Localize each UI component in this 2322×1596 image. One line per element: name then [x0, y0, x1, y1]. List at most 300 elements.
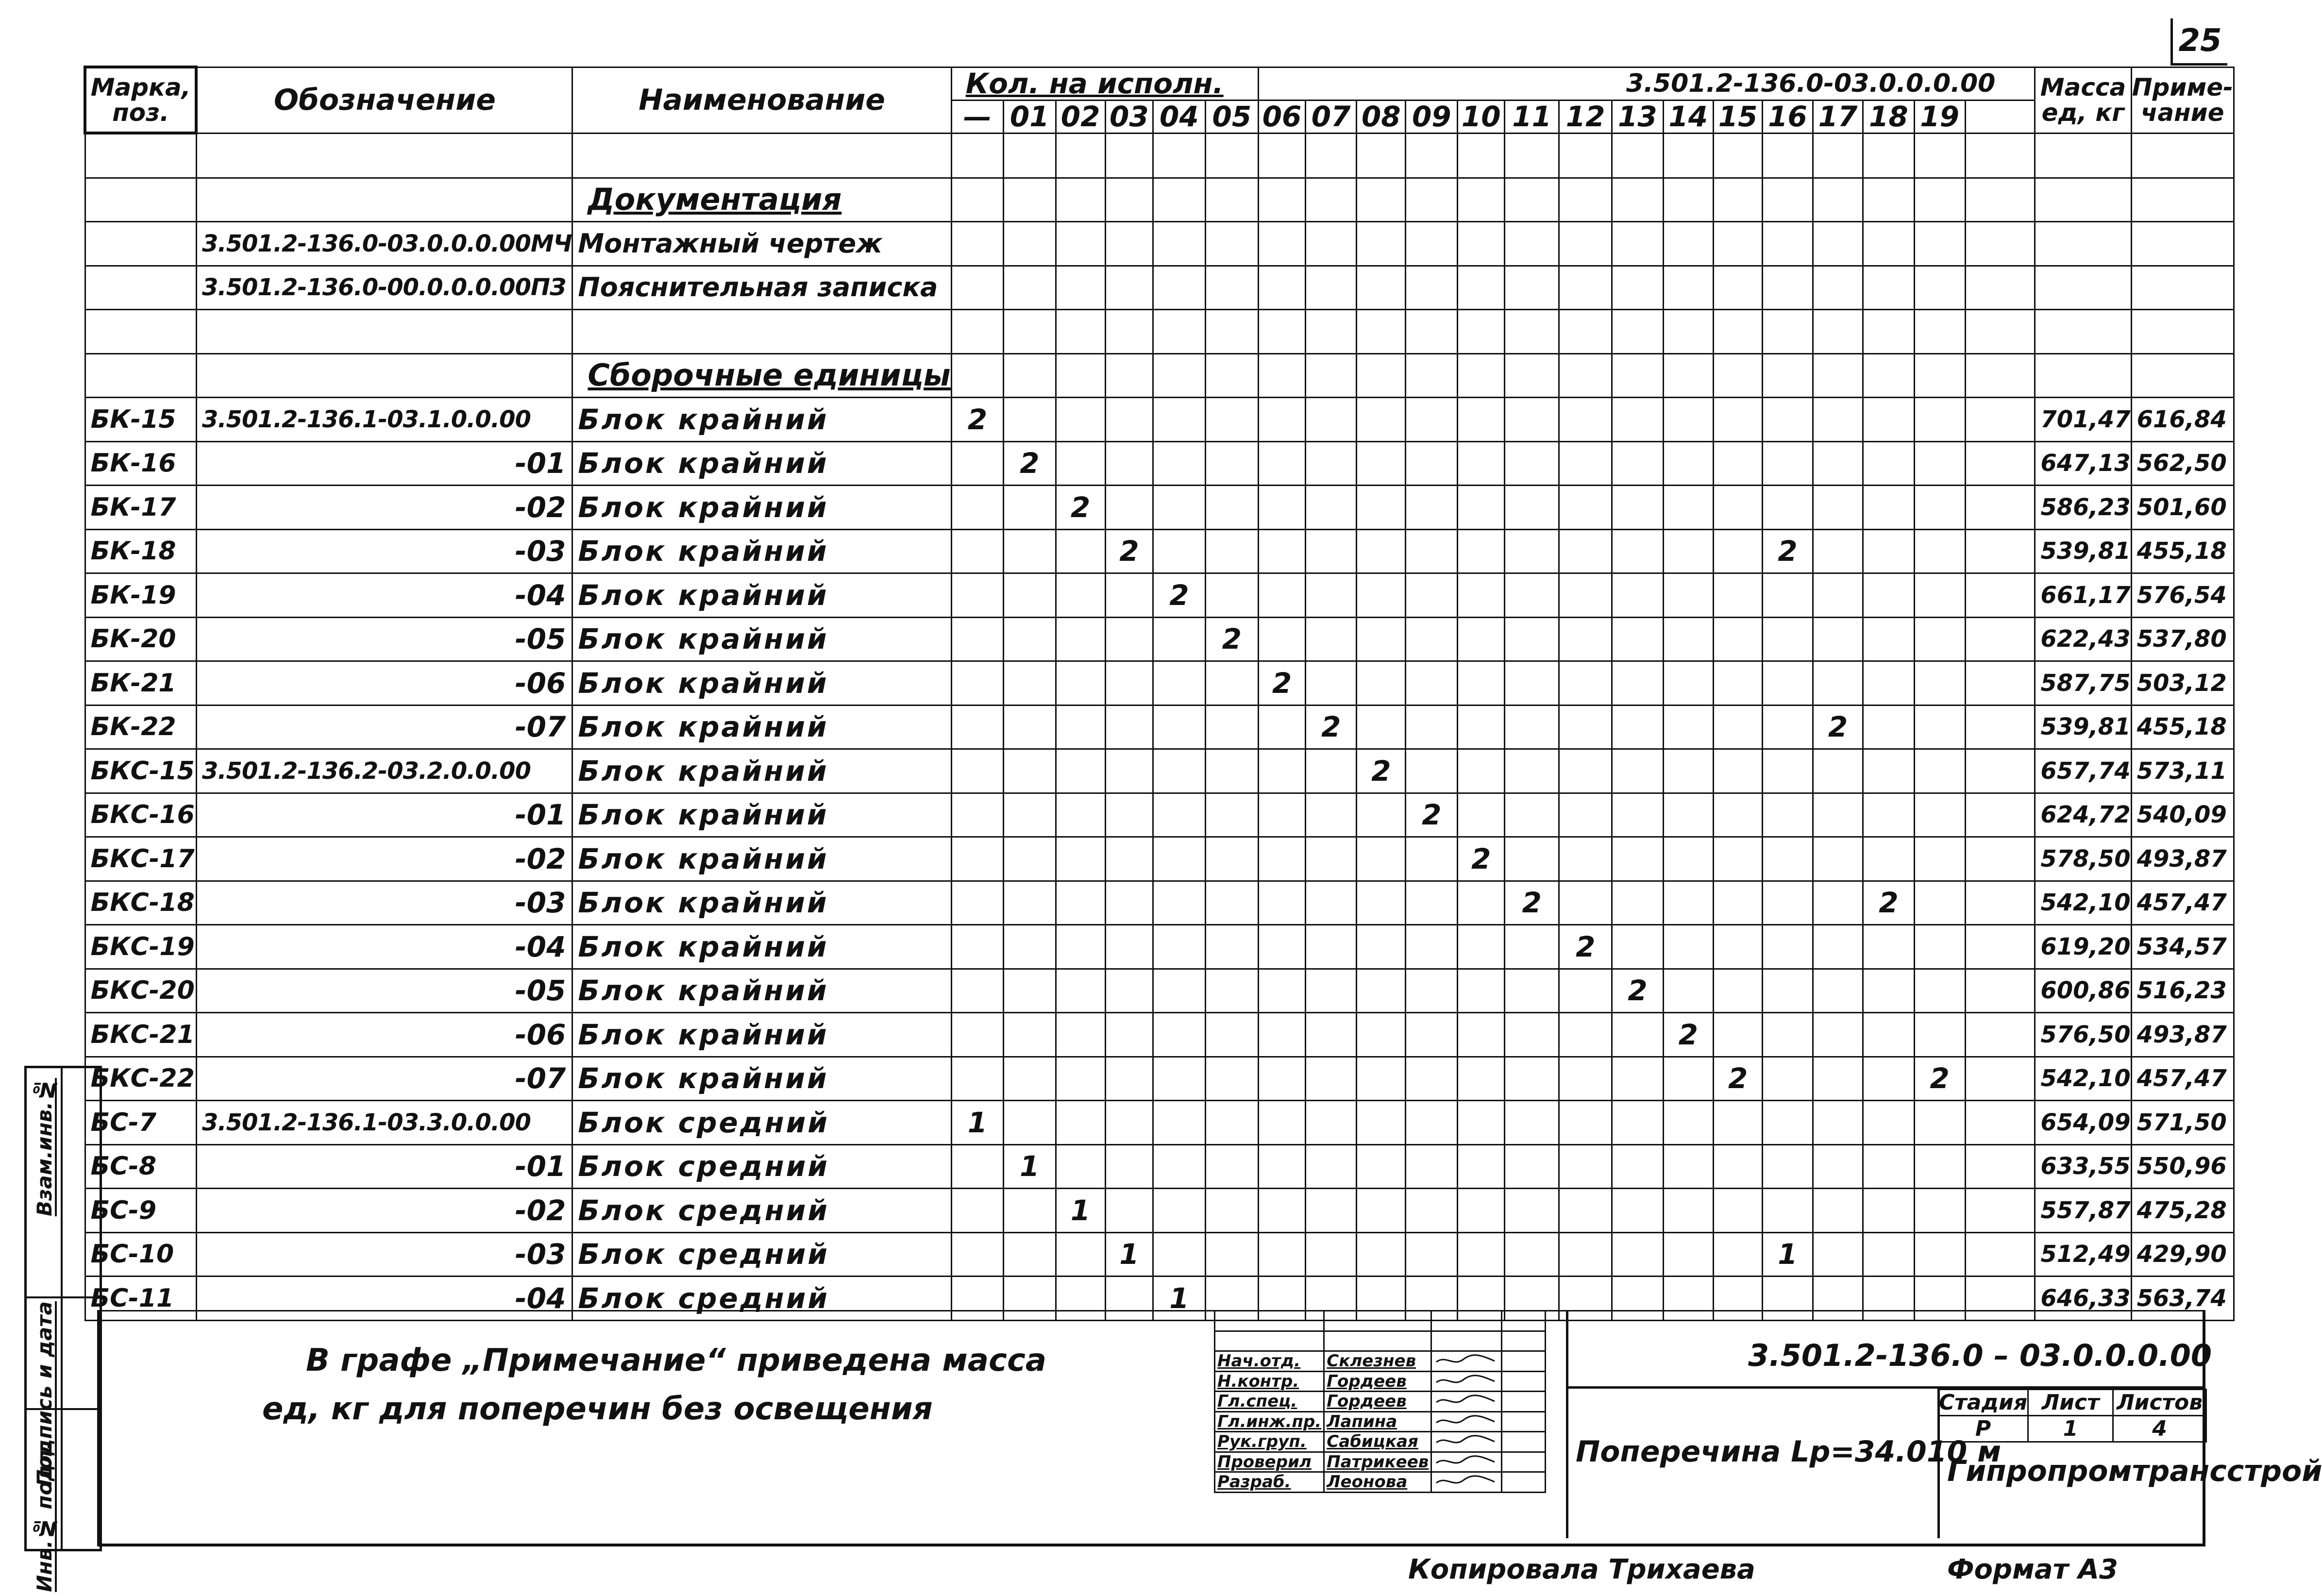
qty-cell	[1714, 266, 1763, 310]
qty-cell	[1153, 837, 1206, 881]
qty-cell	[1458, 133, 1505, 178]
mark-cell	[85, 310, 196, 354]
margin-label-replace: Взам.инв.№	[33, 1078, 56, 1217]
qty-cell	[1914, 266, 1965, 310]
sheet-header: Лист	[2028, 1390, 2113, 1416]
qty-cell	[1813, 133, 1863, 178]
qty-cell	[1306, 925, 1357, 969]
qty-cell	[1714, 441, 1763, 486]
qty-cell	[1105, 617, 1153, 661]
qty-cell	[1965, 1232, 2035, 1277]
qty-cell	[1612, 925, 1663, 969]
name-cell: Блок крайний	[572, 705, 951, 749]
qty-cell	[1406, 1189, 1458, 1233]
qty-cell	[1965, 969, 2035, 1013]
qty-cell	[1965, 881, 2035, 925]
qty-cell	[1105, 1101, 1153, 1145]
stage-value: Р	[1938, 1416, 2028, 1442]
name-cell: Блок крайний	[572, 837, 951, 881]
qty-cell	[1714, 837, 1763, 881]
qty-cell	[1259, 793, 1306, 837]
variant-header-20	[1965, 100, 2035, 133]
qty-cell	[1004, 1232, 1056, 1277]
note-cell: 457,47	[2131, 1057, 2234, 1101]
table-row	[85, 178, 2234, 222]
qty-cell: 2	[1914, 1057, 1965, 1101]
qty-cell	[1914, 969, 1965, 1013]
qty-cell	[1863, 1232, 1914, 1277]
qty-cell	[1153, 398, 1206, 442]
qty-cell	[1406, 310, 1458, 354]
qty-cell	[1559, 178, 1612, 222]
qty-cell	[1306, 837, 1357, 881]
qty-cell	[1813, 529, 1863, 573]
mass-cell: 701,47	[2035, 398, 2131, 442]
mass-cell: 646,33	[2035, 1277, 2131, 1321]
mark-cell: БКС-22	[85, 1057, 196, 1101]
signature-scribble-icon	[1434, 1393, 1497, 1407]
mark-cell	[85, 222, 196, 266]
left-margin-strip	[24, 1066, 102, 1592]
qty-cell	[1612, 353, 1663, 398]
qty-cell	[1714, 1189, 1763, 1233]
mark-cell	[85, 178, 196, 222]
designation-cell: -04	[196, 925, 572, 969]
qty-cell	[1863, 133, 1914, 178]
qty-cell	[1153, 705, 1206, 749]
variant-header-8: 08	[1357, 100, 1406, 133]
copied-by: Копировала Трихаева	[1408, 1554, 1755, 1585]
variant-header-2: 02	[1056, 100, 1105, 133]
qty-cell	[951, 749, 1003, 793]
qty-cell	[1105, 1013, 1153, 1057]
qty-cell	[1863, 222, 1914, 266]
qty-cell	[1863, 398, 1914, 442]
qty-cell	[1357, 1189, 1406, 1233]
name-cell: Блок крайний	[572, 749, 951, 793]
qty-cell	[1205, 178, 1258, 222]
qty-cell	[1357, 881, 1406, 925]
table-row	[85, 1057, 2234, 1101]
variant-header-14: 14	[1663, 100, 1714, 133]
section-assembly-units: Сборочные единицы	[572, 353, 951, 398]
variant-header-6: 06	[1259, 100, 1306, 133]
mass-cell: 557,87	[2035, 1189, 2131, 1233]
qty-cell	[1763, 617, 1813, 661]
mass-cell: 578,50	[2035, 837, 2131, 881]
qty-cell	[1259, 749, 1306, 793]
qty-cell	[1205, 1144, 1258, 1189]
qty-cell: 1	[1056, 1189, 1105, 1233]
variant-header-3: 03	[1105, 100, 1153, 133]
note-cell: 540,09	[2131, 793, 2234, 837]
qty-cell	[1663, 573, 1714, 618]
qty-cell	[1205, 837, 1258, 881]
qty-cell	[1259, 133, 1306, 178]
designation-cell: -03	[196, 881, 572, 925]
qty-cell	[1105, 1189, 1153, 1233]
qty-cell	[1205, 1232, 1258, 1277]
name-cell: Блок крайний	[572, 398, 951, 442]
mass-cell	[2035, 266, 2131, 310]
signature-scribble-icon	[1434, 1433, 1497, 1447]
qty-cell	[1306, 969, 1357, 1013]
qty-cell	[1004, 661, 1056, 706]
qty-cell	[1505, 266, 1559, 310]
variant-header-4: 04	[1153, 100, 1206, 133]
table-row	[85, 222, 2234, 266]
qty-cell	[1863, 705, 1914, 749]
qty-cell	[1153, 441, 1206, 486]
note-cell: 501,60	[2131, 486, 2234, 530]
qty-cell	[1965, 178, 2035, 222]
qty-cell	[1105, 398, 1153, 442]
qty-cell	[1406, 661, 1458, 706]
qty-cell	[1505, 486, 1559, 530]
qty-cell	[1406, 705, 1458, 749]
qty-cell	[1306, 353, 1357, 398]
qty-cell	[1965, 837, 2035, 881]
designation-cell: -01	[196, 793, 572, 837]
qty-cell	[1004, 266, 1056, 310]
variant-header-13: 13	[1612, 100, 1663, 133]
qty-cell	[1505, 705, 1559, 749]
qty-cell	[1965, 310, 2035, 354]
qty-cell	[1357, 661, 1406, 706]
qty-cell	[1004, 749, 1056, 793]
qty-cell	[1505, 310, 1559, 354]
qty-cell	[1863, 1057, 1914, 1101]
qty-cell	[1663, 661, 1714, 706]
qty-cell	[1965, 1057, 2035, 1101]
qty-cell	[1259, 222, 1306, 266]
variant-header-9: 09	[1406, 100, 1458, 133]
mark-cell: БКС-21	[85, 1013, 196, 1057]
stamp-name: Гордеев	[1324, 1392, 1431, 1412]
mark-cell: БК-16	[85, 441, 196, 486]
note-cell	[2131, 178, 2234, 222]
qty-cell	[1965, 398, 2035, 442]
qty-cell	[1663, 398, 1714, 442]
designation-cell: -01	[196, 1144, 572, 1189]
qty-cell: 2	[1406, 793, 1458, 837]
qty-cell	[1357, 1013, 1406, 1057]
mark-cell: БС-8	[85, 1144, 196, 1189]
table-row	[85, 969, 2234, 1013]
variant-header-10: 10	[1458, 100, 1505, 133]
qty-cell	[1205, 266, 1258, 310]
date-cell	[1502, 1432, 1546, 1452]
mark-cell: БС-9	[85, 1189, 196, 1233]
qty-cell	[1105, 573, 1153, 618]
qty-cell	[1965, 1101, 2035, 1145]
header-mark: Марка, поз.	[85, 67, 196, 133]
qty-cell	[1004, 837, 1056, 881]
mark-cell: БКС-15	[85, 749, 196, 793]
designation-cell: -02	[196, 486, 572, 530]
qty-cell	[1357, 705, 1406, 749]
qty-cell: 2	[1357, 749, 1406, 793]
qty-cell	[1406, 837, 1458, 881]
qty-cell	[1559, 661, 1612, 706]
signature-cell	[1431, 1371, 1502, 1392]
qty-cell	[1406, 617, 1458, 661]
qty-cell	[1505, 573, 1559, 618]
qty-cell	[1153, 1101, 1206, 1145]
mass-cell: 633,55	[2035, 1144, 2131, 1189]
qty-cell	[1105, 486, 1153, 530]
qty-cell	[1763, 749, 1813, 793]
qty-cell	[1863, 441, 1914, 486]
qty-cell	[1306, 1232, 1357, 1277]
qty-cell	[1863, 969, 1914, 1013]
qty-cell	[1863, 1144, 1914, 1189]
qty-cell	[1205, 1057, 1258, 1101]
qty-cell	[1259, 529, 1306, 573]
table-row	[85, 353, 2234, 398]
mass-cell: 586,23	[2035, 486, 2131, 530]
qty-cell	[1004, 398, 1056, 442]
name-cell	[572, 133, 951, 178]
qty-cell	[1004, 529, 1056, 573]
designation-cell	[196, 178, 572, 222]
header-qty-group: Кол. на исполн.	[951, 67, 1258, 100]
qty-cell	[1259, 178, 1306, 222]
qty-cell	[1259, 310, 1306, 354]
mark-cell: БК-15	[85, 398, 196, 442]
qty-cell	[1205, 661, 1258, 706]
margin-label-inv: Инв.№ подл.	[33, 1442, 56, 1592]
designation-cell: -01	[196, 441, 572, 486]
qty-cell	[1714, 617, 1763, 661]
qty-cell	[1714, 1232, 1763, 1277]
table-row	[85, 133, 2234, 178]
qty-cell	[1056, 793, 1105, 837]
note-cell: 493,87	[2131, 1013, 2234, 1057]
qty-cell	[1505, 441, 1559, 486]
qty-cell	[1357, 310, 1406, 354]
signature-scribble-icon	[1434, 1373, 1497, 1387]
qty-cell	[1306, 881, 1357, 925]
qty-cell: 2	[1612, 969, 1663, 1013]
qty-cell	[1505, 133, 1559, 178]
qty-cell	[1458, 178, 1505, 222]
qty-cell	[1205, 749, 1258, 793]
qty-cell	[1663, 925, 1714, 969]
document-title: Поперечина Lр=34.010 м	[1576, 1435, 2002, 1469]
qty-cell	[1914, 353, 1965, 398]
qty-cell	[1259, 1232, 1306, 1277]
qty-cell: 2	[1105, 529, 1153, 573]
qty-cell	[1259, 1013, 1306, 1057]
qty-cell	[1965, 441, 2035, 486]
qty-cell	[1663, 222, 1714, 266]
qty-cell	[1505, 1101, 1559, 1145]
mass-cell: 657,74	[2035, 749, 2131, 793]
qty-cell	[1663, 529, 1714, 573]
qty-cell	[951, 266, 1003, 310]
qty-cell	[1612, 1189, 1663, 1233]
qty-cell	[1004, 881, 1056, 925]
signature-scribble-icon	[1434, 1473, 1497, 1488]
name-cell	[572, 310, 951, 354]
qty-cell	[1357, 969, 1406, 1013]
qty-cell	[1205, 310, 1258, 354]
mass-cell: 587,75	[2035, 661, 2131, 706]
mark-cell: БС-11	[85, 1277, 196, 1321]
header-mass: Масса ед, кг	[2035, 67, 2131, 133]
page-number: 25	[2171, 18, 2227, 66]
qty-cell	[1714, 749, 1763, 793]
date-cell	[1502, 1392, 1546, 1412]
qty-cell	[1505, 1013, 1559, 1057]
qty-cell	[1914, 1144, 1965, 1189]
qty-cell	[1863, 925, 1914, 969]
header-doc-code: 3.501.2-136.0-03.0.0.0.00	[1259, 67, 2035, 100]
qty-cell	[1505, 837, 1559, 881]
qty-cell: 2	[1714, 1057, 1763, 1101]
qty-cell	[1914, 1013, 1965, 1057]
designation-cell: -04	[196, 573, 572, 618]
variant-header-1: 01	[1004, 100, 1056, 133]
document-code: 3.501.2-136.0 – 03.0.0.0.00	[1748, 1338, 2212, 1373]
qty-cell	[1813, 266, 1863, 310]
qty-cell	[1406, 1101, 1458, 1145]
note-cell: 550,96	[2131, 1144, 2234, 1189]
qty-cell	[1612, 178, 1663, 222]
qty-cell	[1153, 617, 1206, 661]
qty-cell	[1914, 1101, 1965, 1145]
qty-cell	[1965, 793, 2035, 837]
designation-cell: 3.501.2-136.1-03.1.0.0.00	[196, 398, 572, 442]
mark-cell: БС-10	[85, 1232, 196, 1277]
stamp-role: Гл.инж.пр.	[1215, 1411, 1324, 1432]
qty-cell	[1153, 133, 1206, 178]
signature-cell	[1431, 1392, 1502, 1412]
qty-cell	[1914, 925, 1965, 969]
header-note: Приме- чание	[2131, 67, 2234, 133]
qty-cell	[1813, 749, 1863, 793]
qty-cell	[1306, 486, 1357, 530]
qty-cell	[1205, 705, 1258, 749]
qty-cell	[1914, 793, 1965, 837]
designation-cell: 3.501.2-136.2-03.2.0.0.00	[196, 749, 572, 793]
qty-cell	[951, 661, 1003, 706]
qty-cell	[1663, 1144, 1714, 1189]
qty-cell	[1714, 310, 1763, 354]
qty-cell	[1105, 925, 1153, 969]
qty-cell	[1714, 925, 1763, 969]
qty-cell	[1056, 617, 1105, 661]
qty-cell	[1914, 529, 1965, 573]
qty-cell: 2	[1205, 617, 1258, 661]
qty-cell	[1714, 881, 1763, 925]
qty-cell	[1205, 573, 1258, 618]
qty-cell	[1663, 266, 1714, 310]
name-cell: Монтажный чертеж	[572, 222, 951, 266]
qty-cell	[1406, 222, 1458, 266]
qty-cell	[1612, 1232, 1663, 1277]
qty-cell	[1406, 398, 1458, 442]
designation-cell: 3.501.2-136.1-03.3.0.0.00	[196, 1101, 572, 1145]
qty-cell	[1612, 1101, 1663, 1145]
mass-cell: 600,86	[2035, 969, 2131, 1013]
table-row	[85, 310, 2234, 354]
variant-header-0: —	[951, 100, 1003, 133]
qty-cell	[1056, 705, 1105, 749]
qty-cell	[1612, 398, 1663, 442]
qty-cell	[1965, 705, 2035, 749]
qty-cell	[1153, 925, 1206, 969]
qty-cell	[1004, 353, 1056, 398]
date-cell	[1502, 1351, 1546, 1372]
note-cell: 563,74	[2131, 1277, 2234, 1321]
qty-cell: 2	[1813, 705, 1863, 749]
mass-cell	[2035, 353, 2131, 398]
signature-stamp	[1214, 1310, 1546, 1493]
note-cell: 516,23	[2131, 969, 2234, 1013]
qty-cell	[1714, 222, 1763, 266]
qty-cell	[1105, 1057, 1153, 1101]
header-designation: Обозначение	[196, 67, 572, 133]
qty-cell	[1559, 529, 1612, 573]
table-row	[85, 1189, 2234, 1233]
stage-header: Стадия	[1939, 1390, 2028, 1415]
qty-cell	[1714, 1144, 1763, 1189]
qty-cell	[1458, 749, 1505, 793]
qty-cell	[1612, 529, 1663, 573]
name-cell: Блок крайний	[572, 661, 951, 706]
qty-cell	[1458, 1101, 1505, 1145]
sheet-value: 1	[2028, 1416, 2113, 1442]
qty-cell	[1965, 661, 2035, 706]
qty-cell	[1914, 1232, 1965, 1277]
qty-cell	[1056, 881, 1105, 925]
date-cell	[1502, 1472, 1546, 1493]
qty-cell	[1663, 486, 1714, 530]
qty-cell	[1914, 837, 1965, 881]
mark-cell: БК-18	[85, 529, 196, 573]
mass-cell: 576,50	[2035, 1013, 2131, 1057]
table-row	[85, 1144, 2234, 1189]
designation-cell: -05	[196, 617, 572, 661]
qty-cell	[1663, 837, 1714, 881]
qty-cell	[951, 1232, 1003, 1277]
mark-cell	[85, 133, 196, 178]
qty-cell	[1965, 266, 2035, 310]
qty-cell: 1	[1105, 1232, 1153, 1277]
qty-cell	[1056, 441, 1105, 486]
qty-cell	[1406, 266, 1458, 310]
signature-cell	[1431, 1411, 1502, 1432]
qty-cell	[1965, 749, 2035, 793]
qty-cell	[1357, 441, 1406, 486]
qty-cell	[1105, 266, 1153, 310]
qty-cell	[1004, 925, 1056, 969]
qty-cell	[1612, 266, 1663, 310]
qty-cell	[1763, 486, 1813, 530]
designation-cell	[196, 133, 572, 178]
qty-cell	[1056, 398, 1105, 442]
qty-cell	[1259, 486, 1306, 530]
note-cell: 616,84	[2131, 398, 2234, 442]
variant-header-5: 05	[1205, 100, 1258, 133]
signature-scribble-icon	[1434, 1352, 1497, 1367]
qty-cell	[1965, 925, 2035, 969]
qty-cell	[1505, 1189, 1559, 1233]
note-cell: 475,28	[2131, 1189, 2234, 1233]
qty-cell	[1559, 441, 1612, 486]
